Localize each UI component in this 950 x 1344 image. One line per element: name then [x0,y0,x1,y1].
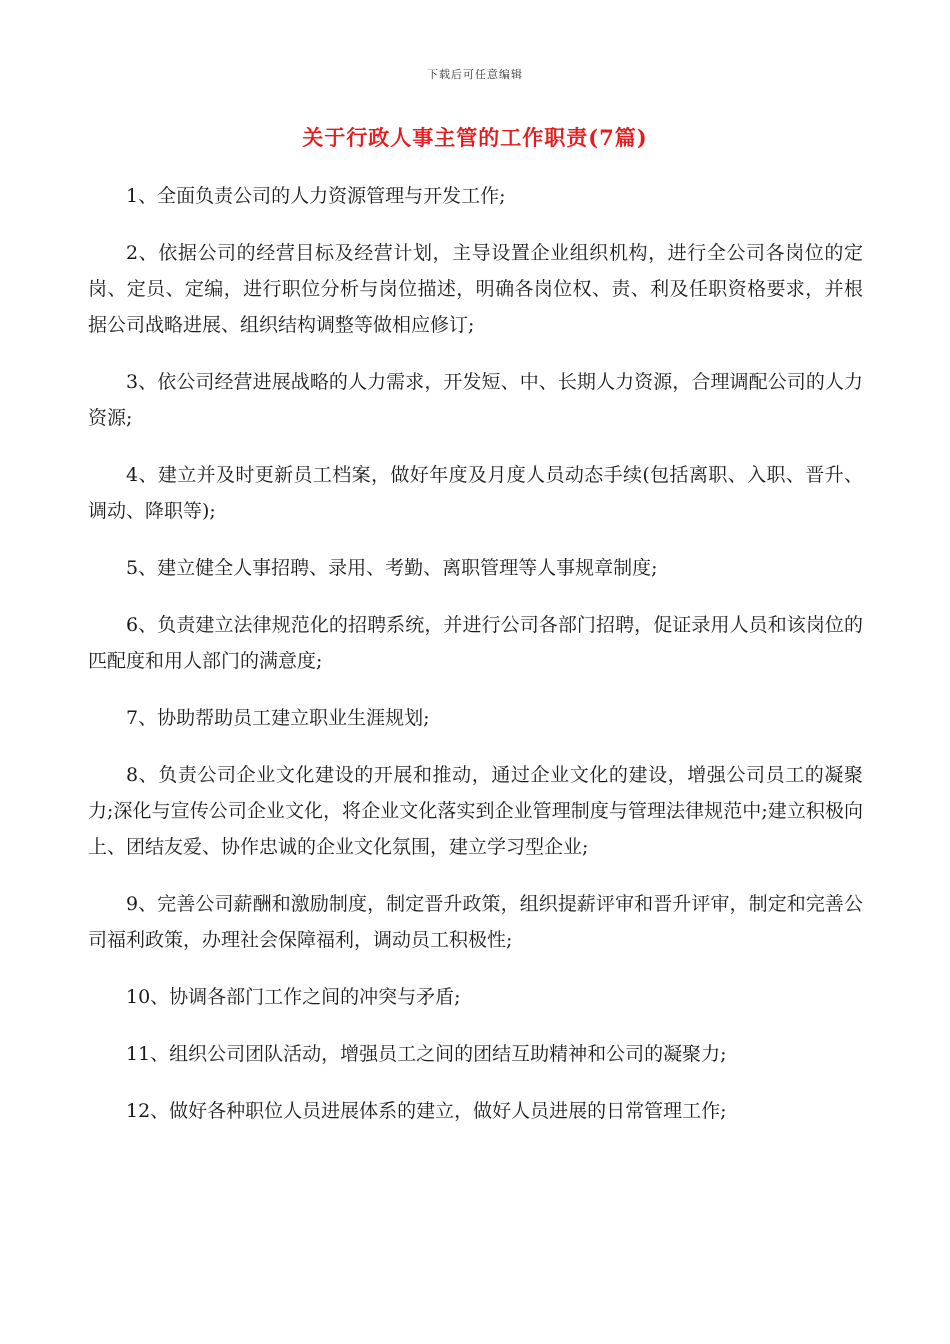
paragraph: 7、协助帮助员工建立职业生涯规划; [126,707,430,729]
paragraph: 5、建立健全人事招聘、录用、考勤、离职管理等人事规章制度; [126,557,658,579]
paragraph: 9、完善公司薪酬和激励制度，制定晋升政策，组织提薪评审和晋升评审，制定和完善公司福利政策，办理社会保障福利，调动员工积极性; [88,893,863,951]
paragraph: 6、负责建立法律规范化的招聘系统，并进行公司各部门招聘，促证录用人员和该岗位的匹配度和用人部门的满意度; [88,614,863,672]
paragraph: 2、依据公司的经营目标及经营计划，主导设置企业组织机构，进行全公司各岗位的定岗、定员、定编，进行职位分析与岗位描述，明确各岗位权、责、利及任职资格要求，并根据公司战略进展、组织结构调整等做相应修订; [88,242,863,336]
document-body [88,178,863,1150]
document-title: 关于行政人事主管的工作职责(7篇) [302,125,648,150]
paragraph: 11、组织公司团队活动，增强员工之间的团结互助精神和公司的凝聚力; [126,1043,727,1065]
paragraph: 8、负责公司企业文化建设的开展和推动，通过企业文化的建设，增强公司员工的凝聚力;深化与宣传公司企业文化，将企业文化落实到企业管理制度与管理法律规范中;建立积极向上、团结友爱、协作忠诚的企业文化氛围，建立学习型企业; [88,764,863,858]
paragraph: 4、建立并及时更新员工档案，做好年度及月度人员动态手续(包括离职、入职、晋升、调动、降职等); [88,464,863,522]
header-note: 下载后可任意编辑 [427,68,523,81]
paragraph: 12、做好各种职位人员进展体系的建立，做好人员进展的日常管理工作; [126,1100,727,1122]
paragraph: 10、协调各部门工作之间的冲突与矛盾; [126,986,461,1008]
paragraph: 1、全面负责公司的人力资源管理与开发工作; [126,185,506,207]
paragraph: 3、依公司经营进展战略的人力需求，开发短、中、长期人力资源，合理调配公司的人力资源; [88,371,863,429]
